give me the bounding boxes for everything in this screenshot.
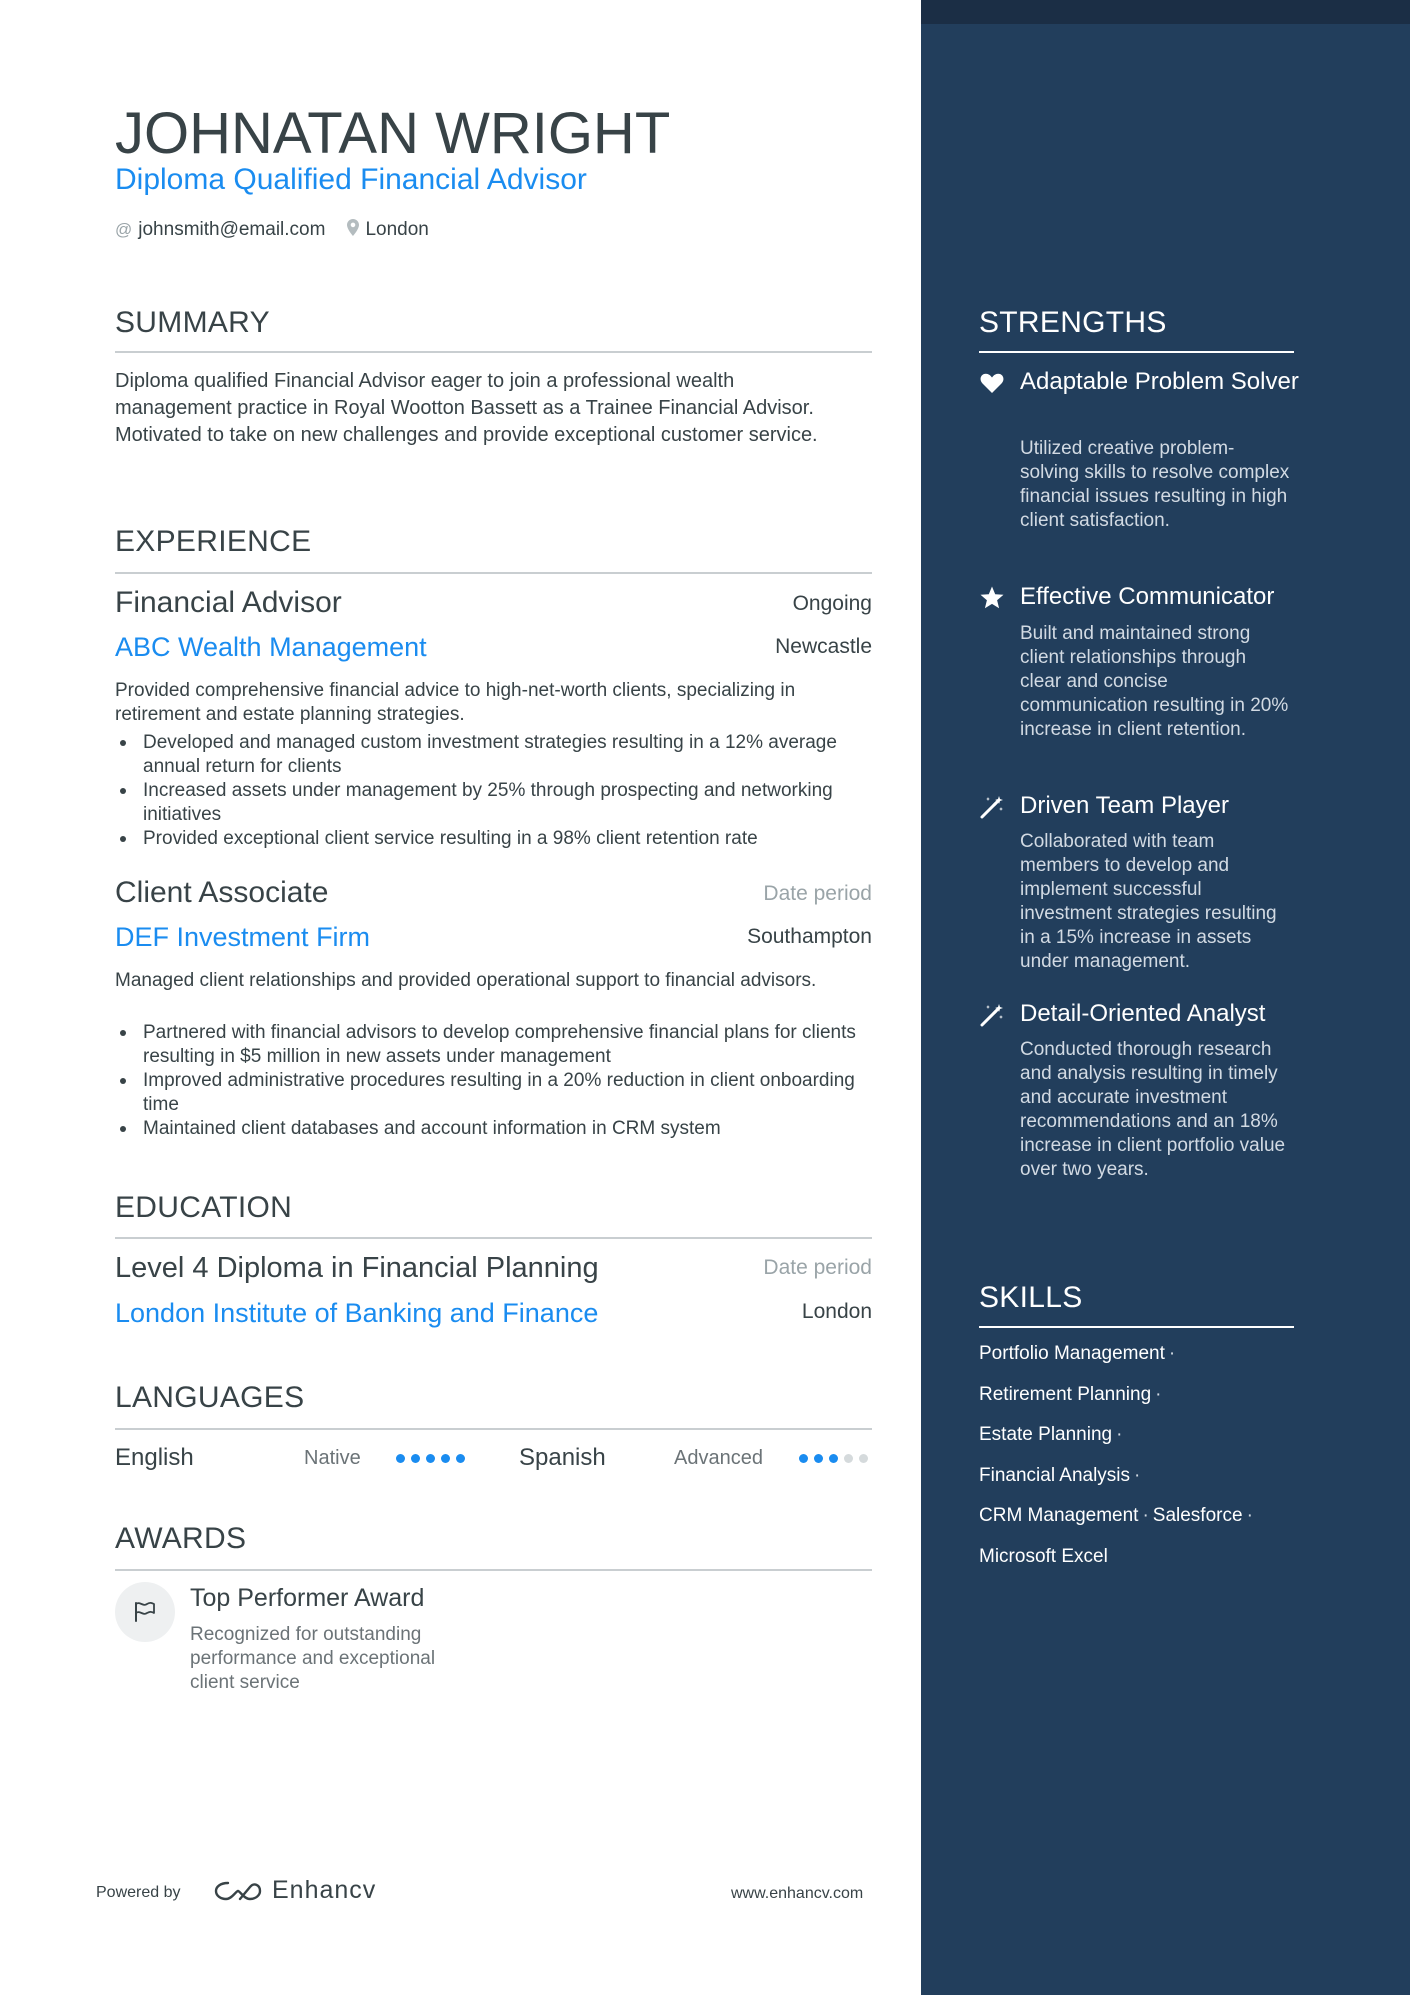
proficiency-dot-filled (814, 1454, 823, 1463)
degree-title: Level 4 Diploma in Financial Planning (115, 1252, 599, 1284)
summary-text: Diploma qualified Financial Advisor eager to join a professional wealth management practice in Royal Wootton Bassett as a Trainee Financial Advisor. Motivated to take on new challenges and provide exceptional customer service. (115, 370, 818, 446)
skill-row (979, 1340, 1309, 1381)
strength-description: Collaborated with team members to develop and implement successful investment strategies resulting in a 15% increase in assets under management. (1020, 831, 1277, 972)
skill-separator: · (1168, 1343, 1176, 1364)
sidebar (921, 0, 1410, 1995)
skill-row (979, 1421, 1309, 1462)
languages-divider (115, 1428, 872, 1430)
contact-email[interactable] (115, 219, 325, 241)
skill-item: CRM Management (979, 1505, 1139, 1526)
skill-item: Salesforce (1152, 1505, 1243, 1526)
magic-wand-icon (979, 1002, 1005, 1028)
job-period: Ongoing (792, 592, 872, 615)
strength-name: Adaptable Problem Solver (1020, 368, 1299, 395)
proficiency-dot-filled (456, 1454, 465, 1463)
proficiency-dot-filled (799, 1454, 808, 1463)
school-name[interactable]: London Institute of Banking and Finance (115, 1298, 599, 1328)
proficiency-dot-filled (829, 1454, 838, 1463)
job-bullets (115, 1021, 872, 1141)
award-description: Recognized for outstanding performance and exceptional client service (190, 1624, 436, 1693)
job-bullet: Developed and managed custom investment strategies resulting in a 12% average annual return for clients (115, 731, 855, 779)
contact-location (347, 219, 428, 241)
job-description: Provided comprehensive financial advice to high-net-worth clients, specializing in retirement and estate planning strategies. (115, 680, 796, 725)
skill-separator: · (1155, 1383, 1162, 1405)
skill-separator: · (1246, 1505, 1253, 1526)
proficiency-dot-empty (859, 1454, 868, 1463)
powered-by-label: Powered by (96, 1884, 181, 1901)
at-icon: @ (115, 220, 133, 239)
skill-row (979, 1381, 1309, 1422)
job-bullet: Maintained client databases and account information in CRM system (115, 1117, 872, 1141)
strength-name: Effective Communicator (1020, 583, 1275, 610)
skill-item: Financial Analysis (979, 1464, 1131, 1486)
skill-separator: · (1116, 1424, 1123, 1445)
award-icon-badge (115, 1582, 175, 1642)
contact-info (115, 218, 451, 242)
proficiency-dot-filled (426, 1454, 435, 1463)
location-text: London (365, 219, 429, 240)
education-heading: EDUCATION (115, 1191, 293, 1224)
award-title: Top Performer Award (190, 1584, 425, 1612)
enhancv-logo-icon (214, 1879, 262, 1903)
awards-heading: AWARDS (115, 1522, 247, 1555)
language-proficiency-dots (396, 1454, 465, 1463)
company-name[interactable]: DEF Investment Firm (115, 922, 371, 952)
magic-wand-icon (979, 794, 1005, 820)
skill-item: Retirement Planning (979, 1383, 1152, 1405)
experience-divider (115, 572, 872, 574)
education-period: Date period (763, 1256, 872, 1279)
strength-description: Utilized creative problem-solving skills to resolve complex financial issues resulting in high client satisfaction. (1020, 438, 1290, 531)
candidate-title: Diploma Qualified Financial Advisor (115, 163, 587, 196)
strengths-divider (979, 351, 1294, 353)
enhancv-brand: Enhancv (272, 1876, 377, 1904)
job-location: Newcastle (775, 635, 872, 658)
email-text: johnsmith@email.com (138, 219, 326, 240)
candidate-name: JOHNATAN WRIGHT (115, 101, 671, 166)
skills-divider (979, 1326, 1294, 1328)
job-title: Client Associate (115, 876, 329, 909)
star-icon (979, 585, 1005, 611)
job-bullets (115, 731, 855, 851)
language-level: Advanced (674, 1447, 763, 1469)
summary-heading: SUMMARY (115, 306, 270, 339)
summary-divider (115, 351, 872, 353)
proficiency-dot-filled (411, 1454, 420, 1463)
experience-entry (115, 876, 872, 1146)
experience-heading: EXPERIENCE (115, 525, 312, 558)
heart-icon (979, 370, 1005, 396)
education-location: London (801, 1300, 872, 1323)
job-title: Financial Advisor (115, 586, 342, 619)
awards-divider (115, 1569, 872, 1571)
languages-heading: LANGUAGES (115, 1381, 305, 1414)
strength-description: Built and maintained strong client relationships through clear and concise communication resulting in 20% increase in client retention. (1020, 623, 1289, 740)
strengths-heading: STRENGTHS (979, 306, 1167, 339)
proficiency-dot-filled (441, 1454, 450, 1463)
experience-entry (115, 586, 872, 856)
skill-row (979, 1462, 1309, 1503)
strength-name: Driven Team Player (1020, 792, 1229, 819)
proficiency-dot-filled (396, 1454, 405, 1463)
job-description: Managed client relationships and provided operational support to financial advisors. (115, 970, 817, 991)
skills-list (979, 1340, 1309, 1583)
flag-icon (133, 1601, 157, 1623)
skill-row (979, 1543, 1309, 1584)
language-proficiency-dots (799, 1454, 868, 1463)
education-entry (115, 1252, 872, 1342)
language-level: Native (304, 1447, 361, 1469)
skill-item: Estate Planning (979, 1424, 1113, 1445)
language-name: Spanish (519, 1444, 606, 1471)
skill-separator: · (1142, 1505, 1149, 1526)
enhancv-logo[interactable] (214, 1876, 376, 1905)
job-location: Southampton (747, 925, 872, 948)
education-divider (115, 1237, 872, 1239)
job-bullet: Increased assets under management by 25% through prospecting and networking initiatives (115, 779, 855, 827)
company-name[interactable]: ABC Wealth Management (115, 632, 427, 662)
skill-separator: · (1134, 1464, 1141, 1486)
skill-row (979, 1502, 1309, 1543)
skill-item: Portfolio Management (979, 1343, 1165, 1364)
sidebar-top-bar (921, 0, 1410, 24)
language-name: English (115, 1444, 194, 1471)
proficiency-dot-empty (844, 1454, 853, 1463)
job-bullet: Provided exceptional client service resulting in a 98% client retention rate (115, 827, 855, 851)
location-pin-icon (347, 219, 359, 241)
strength-name: Detail-Oriented Analyst (1020, 1000, 1266, 1027)
footer-url[interactable]: www.enhancv.com (731, 1885, 864, 1902)
skills-heading: SKILLS (979, 1281, 1083, 1314)
skill-item: Microsoft Excel (979, 1545, 1108, 1567)
strength-description: Conducted thorough research and analysis resulting in timely and accurate investment recommendations and an 18% increase in client portfolio value over two years. (1020, 1039, 1286, 1180)
job-bullet: Partnered with financial advisors to develop comprehensive financial plans for clients resulting in $5 million in new assets under management (115, 1021, 872, 1069)
job-period: Date period (763, 882, 872, 905)
job-bullet: Improved administrative procedures resulting in a 20% reduction in client onboarding time (115, 1069, 872, 1117)
